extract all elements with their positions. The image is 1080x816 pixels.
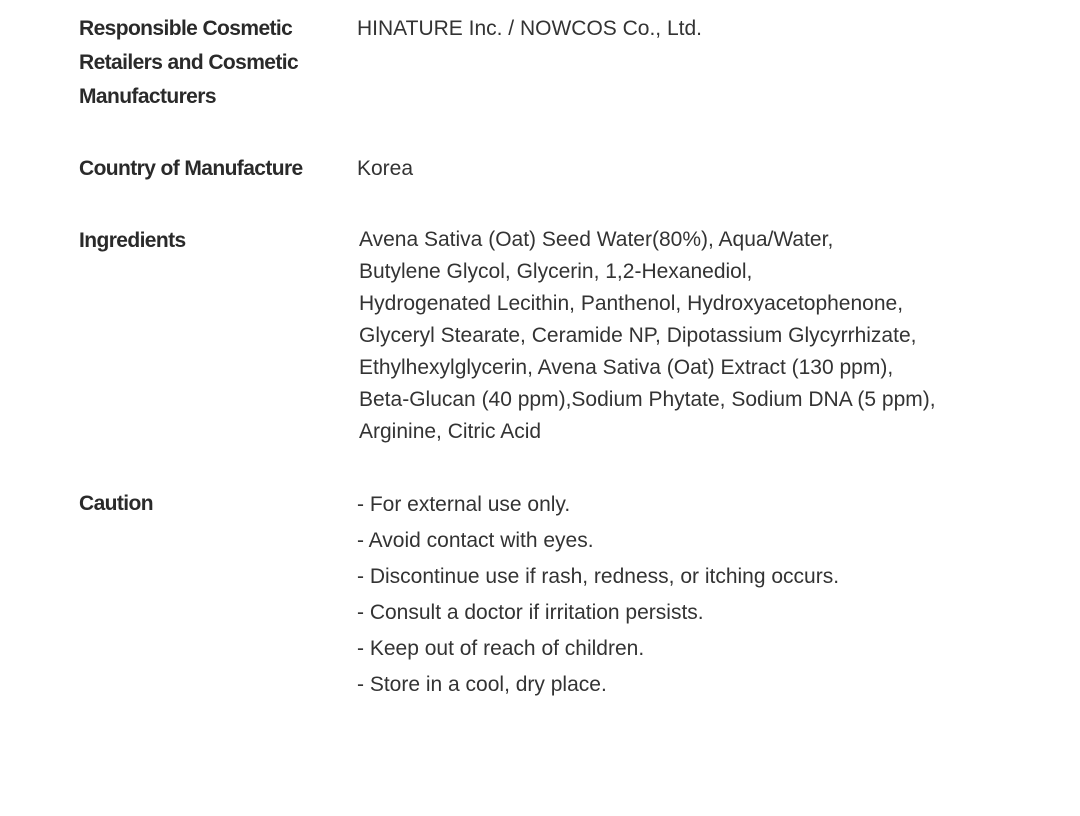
- manufacturer-label-line: Responsible Cosmetic: [79, 17, 293, 40]
- ingredients-line: Avena Sativa (Oat) Seed Water(80%), Aqua/Water,: [359, 228, 834, 251]
- manufacturer-value: HINATURE Inc. / NOWCOS Co., Ltd.: [357, 17, 703, 40]
- country-row: [79, 152, 1019, 224]
- caution-item: - Discontinue use if rash, redness, or itching occurs.: [357, 565, 840, 588]
- ingredients-value: [357, 224, 1019, 448]
- caution-item: - Avoid contact with eyes.: [357, 529, 594, 552]
- caution-label: Caution: [79, 492, 153, 515]
- caution-item: - Store in a cool, dry place.: [357, 673, 607, 696]
- caution-list: [357, 487, 1019, 703]
- ingredients-label: Ingredients: [79, 229, 186, 252]
- country-label: Country of Manufacture: [79, 157, 303, 180]
- manufacturer-label-line: Manufacturers: [79, 85, 216, 108]
- manufacturer-label-line: Retailers and Cosmetic: [79, 51, 299, 74]
- caution-value: [357, 487, 1019, 703]
- ingredients-line: Butylene Glycol, Glycerin, 1,2-Hexanediol,: [359, 260, 753, 283]
- manufacturer-label: [79, 12, 357, 114]
- ingredients-row: [79, 224, 1019, 487]
- manufacturer-row: [79, 12, 1019, 152]
- caution-item: - For external use only.: [357, 493, 571, 516]
- ingredients-line: Ethylhexylglycerin, Avena Sativa (Oat) Extract (130 ppm),: [359, 356, 894, 379]
- country-value: Korea: [357, 157, 414, 180]
- ingredients-line: Glyceryl Stearate, Ceramide NP, Dipotassium Glycyrrhizate,: [359, 324, 917, 347]
- caution-item: - Consult a doctor if irritation persists.: [357, 601, 704, 624]
- caution-row: [79, 487, 1019, 703]
- product-info-table: [79, 12, 1019, 703]
- ingredients-line: Beta-Glucan (40 ppm),Sodium Phytate, Sodium DNA (5 ppm),: [359, 388, 936, 411]
- caution-item: - Keep out of reach of children.: [357, 637, 645, 660]
- ingredients-line: Hydrogenated Lecithin, Panthenol, Hydroxyacetophenone,: [359, 292, 904, 315]
- ingredients-line: Arginine, Citric Acid: [359, 420, 542, 443]
